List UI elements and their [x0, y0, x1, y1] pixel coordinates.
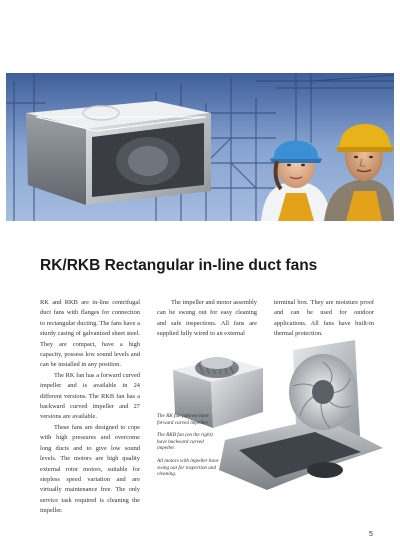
fan-box-illustration	[26, 101, 211, 205]
caption: The RK fan (above) have forward curved impeller.	[157, 413, 209, 426]
hero-illustration	[6, 73, 394, 221]
text-column-1	[40, 298, 140, 517]
hero-photo	[6, 73, 394, 221]
paragraph: The RK fan has a forward curved impeller and is available in 24 different versions. The RKB fan has a backward curved impeller and 27 versions are available.	[40, 371, 140, 421]
paragraph: These fans are designed to cope with high pressures and overcome long ducts and to give low sound levels. The motors are high quality external rotor motors, suitable for stepless speed variation and are virtually maintenance free. The only service task required is cleaning the impeller.	[40, 423, 140, 515]
caption: All motors with impeller have swing out for inspection and cleaning.	[157, 457, 219, 478]
page-title: RK/RKB Rectangular in-line duct fans	[40, 257, 318, 274]
paragraph: RK and RKB are in-line centrifugal duct fans with flanges for connection to rectangular ducting. The fans have a sturdy casing of galvanized sheet steel. They are compact, have a high capacity, possess low sound levels and can be installed in any position.	[40, 299, 140, 369]
text-column-2	[157, 298, 257, 340]
paragraph: terminal box. They are moisture proof and can be used for outdoor applications. All fans have built-in thermal protection.	[274, 299, 374, 338]
paragraph: The impeller and motor assembly can be swung out for easy cleaning and safe inspections. All fans are supplied fully wired to an external	[157, 299, 257, 338]
image-captions	[157, 413, 221, 484]
page-number: 5	[369, 531, 373, 538]
text-column-3	[274, 298, 374, 340]
caption: The RKB fan (on the right) have backward curved impeller.	[157, 432, 213, 452]
